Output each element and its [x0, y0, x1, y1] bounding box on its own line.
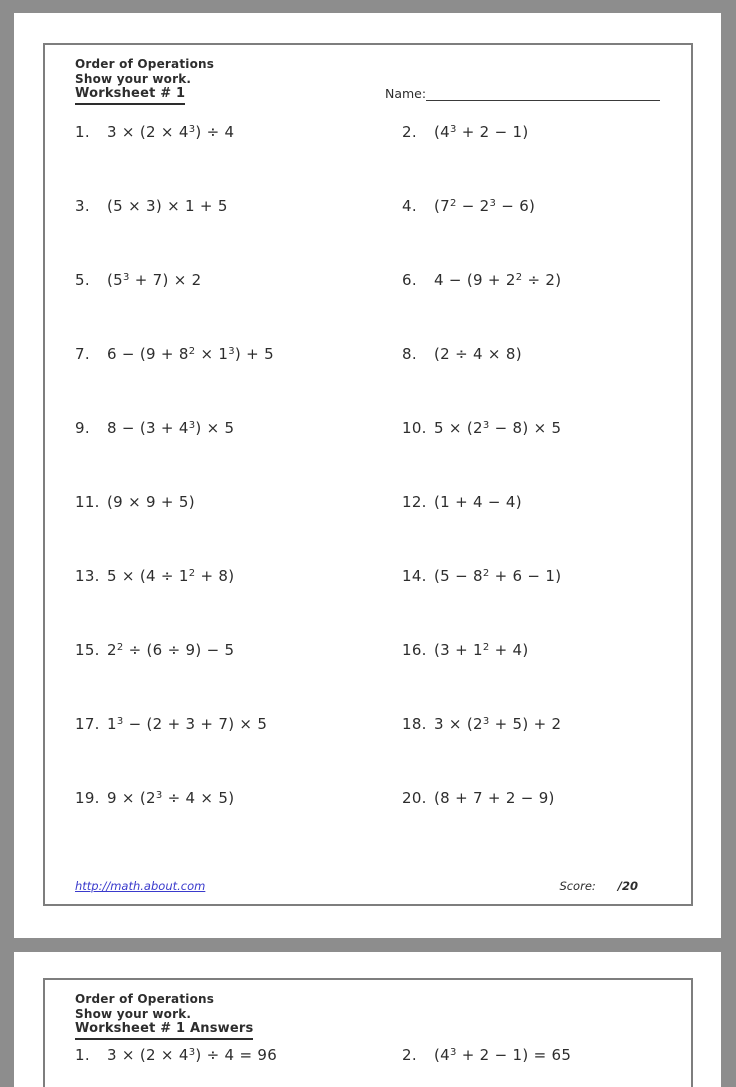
problem-expression: (1 + 4 − 4) [434, 493, 522, 511]
worksheet-footer [75, 879, 638, 893]
problem-number: 17. [75, 715, 100, 733]
answers-worksheet-number: Worksheet # 1 Answers [75, 1022, 253, 1040]
score-block [559, 879, 638, 893]
problem-expression: (8 + 7 + 2 − 9) [434, 789, 555, 807]
problem-number: 14. [402, 567, 427, 585]
problem-expression: (2 ÷ 4 × 8) [434, 345, 522, 363]
problem-expression: $6 - (9 + 8^2 \times 1^3) + 5$ [107, 345, 274, 363]
problem-expression: $(4^3 + 2 - 1) = 65$ [434, 1046, 572, 1064]
problem-number: 7. [75, 345, 90, 363]
problem-item [75, 1038, 402, 1087]
problem-item [402, 263, 691, 337]
problem-item [75, 263, 402, 337]
problem-expression: $4 - (9 + 2^2 \div 2)$ [434, 271, 562, 289]
problem-number: 1. [75, 123, 90, 141]
problem-item [402, 115, 691, 189]
problem-number: 16. [402, 641, 427, 659]
score-label: Score: [559, 879, 596, 893]
problem-item [402, 189, 691, 263]
problem-number: 4. [402, 197, 417, 215]
problem-expression: $(7^2 - 2^3 - 6)$ [434, 197, 536, 215]
problem-number: 2. [402, 1046, 417, 1064]
worksheet-number: Worksheet # 1 [75, 87, 185, 105]
problem-number: 19. [75, 789, 100, 807]
problem-item [402, 781, 691, 855]
problem-item [402, 707, 691, 781]
problem-expression: $3 \times (2^3 + 5) + 2$ [434, 715, 562, 733]
problem-expression: $(5^3 + 7) \times 2$ [107, 271, 202, 289]
problem-item [402, 633, 691, 707]
header-instruction: Show your work. [75, 1006, 192, 1021]
problem-item [402, 337, 691, 411]
problem-number: 15. [75, 641, 100, 659]
name-label: Name: [385, 86, 427, 101]
problem-expression: $8 - (3 + 4^3) \times 5$ [107, 419, 235, 437]
problem-item [75, 707, 402, 781]
name-field [385, 86, 660, 101]
problem-item [402, 559, 691, 633]
problem-item [75, 633, 402, 707]
worksheet-frame-1 [43, 43, 693, 906]
problem-item [75, 189, 402, 263]
answers-header [75, 992, 253, 1040]
answers-page [14, 952, 721, 1087]
problem-number: 13. [75, 567, 100, 585]
problem-number: 6. [402, 271, 417, 289]
problem-number: 1. [75, 1046, 90, 1064]
problem-item [402, 411, 691, 485]
worksheet-header [75, 57, 214, 105]
problem-expression: $(5 - 8^2 + 6 - 1)$ [434, 567, 562, 585]
problem-item [75, 559, 402, 633]
problem-number: 8. [402, 345, 417, 363]
problem-number: 3. [75, 197, 90, 215]
problem-expression: $5 \times (2^3 - 8) \times 5$ [434, 419, 562, 437]
problem-item [75, 337, 402, 411]
worksheet-page-1 [14, 13, 721, 938]
problem-number: 5. [75, 271, 90, 289]
problem-number: 18. [402, 715, 427, 733]
problem-expression: $2^2 \div (6 \div 9) - 5$ [107, 641, 235, 659]
problem-number: 12. [402, 493, 427, 511]
answers-frame [43, 978, 693, 1087]
problem-expression: (9 × 9 + 5) [107, 493, 195, 511]
problems-list [45, 115, 691, 855]
problem-expression: $3 \times (2 \times 4^3) \div 4 = 96$ [107, 1046, 278, 1064]
problem-expression: $1^3 - (2 + 3 + 7) \times 5$ [107, 715, 268, 733]
header-title: Order of Operations [75, 992, 215, 1006]
problem-expression: (5 × 3) × 1 + 5 [107, 197, 228, 215]
header-title: Order of Operations [75, 57, 215, 71]
problem-expression: $5 \times (4 \div 1^2 + 8)$ [107, 567, 235, 585]
answers-list [45, 1038, 691, 1087]
name-blank-line [426, 87, 660, 101]
problem-item [75, 781, 402, 855]
problem-item [402, 1038, 691, 1087]
problem-expression: $9 \times (2^3 \div 4 \times 5)$ [107, 789, 235, 807]
problem-item [75, 411, 402, 485]
problem-expression: $(4^3 + 2 - 1)$ [434, 123, 529, 141]
problem-number: 2. [402, 123, 417, 141]
problem-item [75, 115, 402, 189]
score-value: /20 [617, 879, 638, 893]
problem-item [402, 485, 691, 559]
header-instruction: Show your work. [75, 71, 192, 86]
problem-number: 11. [75, 493, 100, 511]
problem-number: 10. [402, 419, 427, 437]
problem-expression: $3 \times (2 \times 4^3) \div 4$ [107, 123, 235, 141]
source-link[interactable]: http://math.about.com [75, 879, 206, 893]
problem-expression: $(3 + 1^2 + 4)$ [434, 641, 529, 659]
problem-item [75, 485, 402, 559]
problem-number: 20. [402, 789, 427, 807]
problem-number: 9. [75, 419, 90, 437]
